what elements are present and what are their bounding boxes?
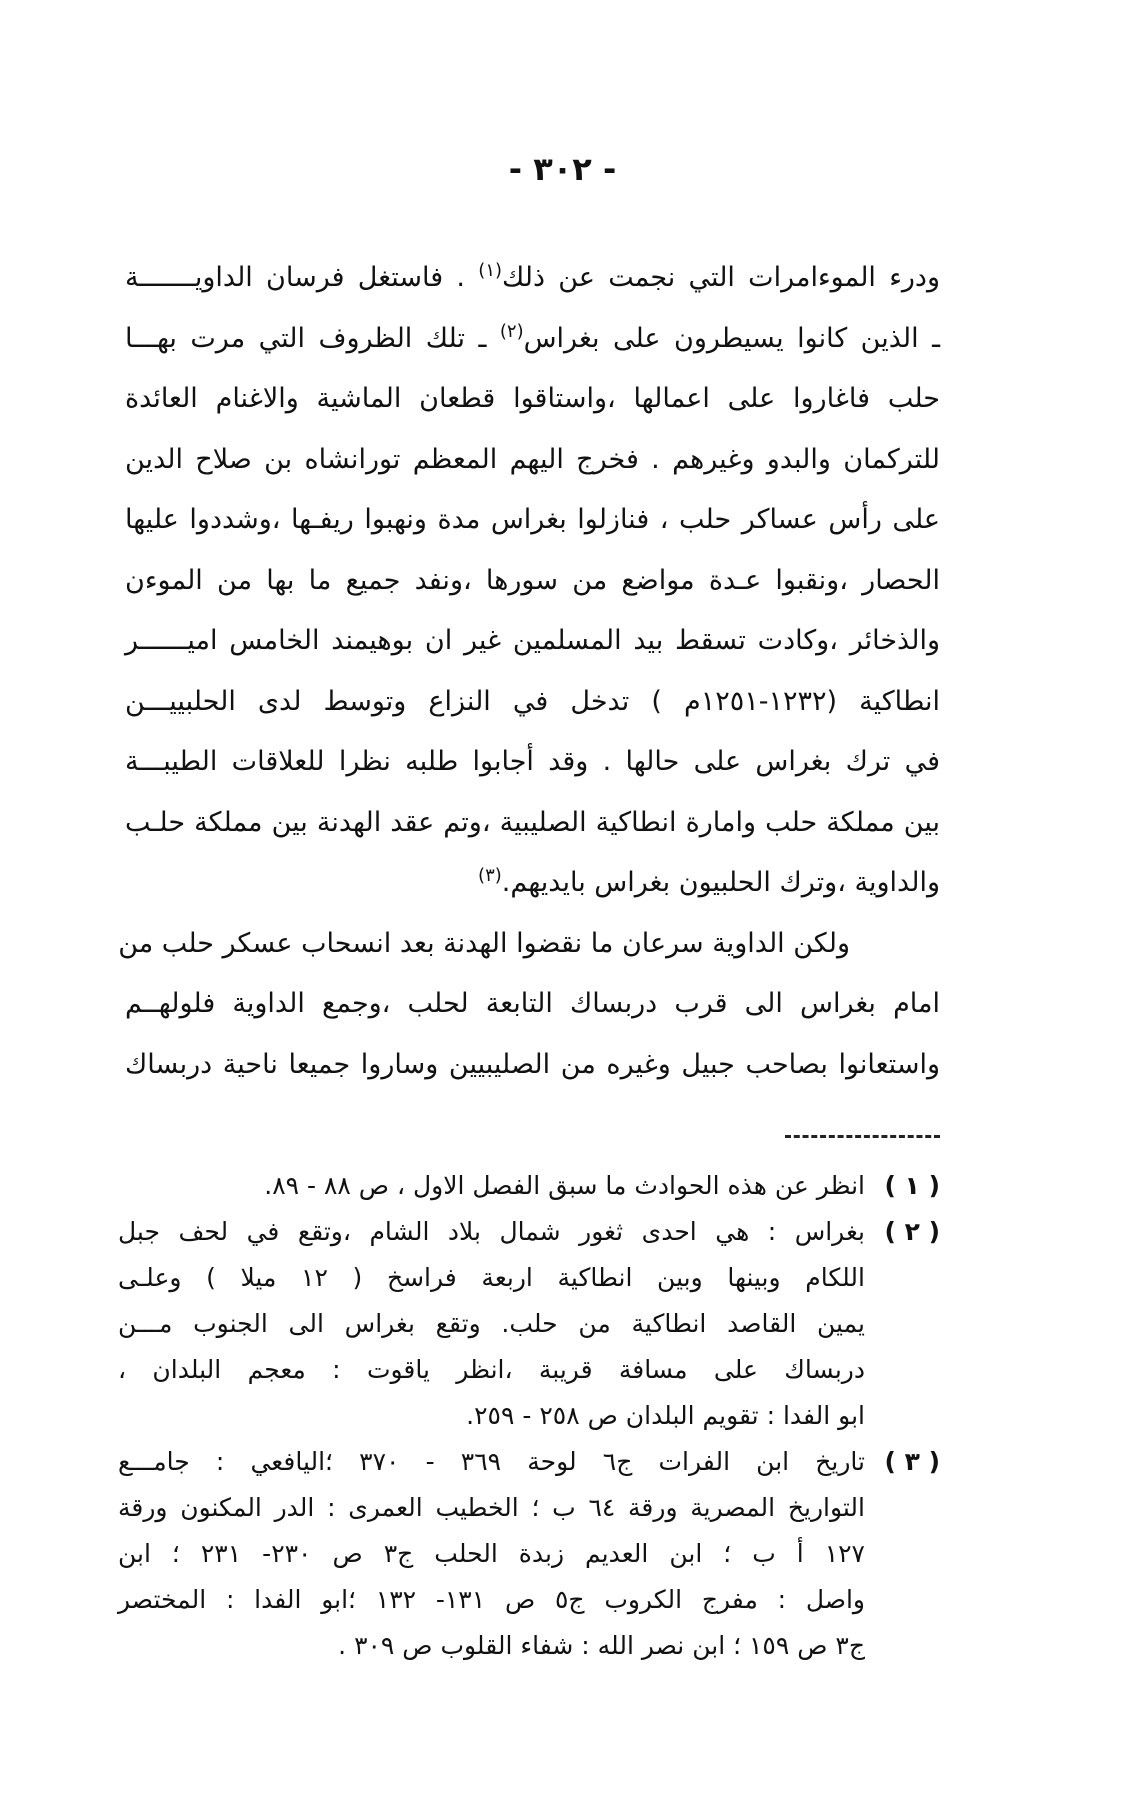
footnote-ref-1: (١) xyxy=(478,260,503,281)
body-line: في ترك بغراس على حالها . وقد أجابوا طلبه نظرا للعلاقات الطيبـــة xyxy=(125,746,940,777)
footnote-2 xyxy=(118,1209,940,1439)
body-line: والذخائر ،وكادت تسقط بيد المسلمين غير ان بوهيمند الخامس اميــــــر xyxy=(125,625,940,656)
footnote-separator xyxy=(785,1135,940,1138)
body-line xyxy=(125,248,940,309)
body-line-text: ـ الذين كانوا يسيطرون على بغراس xyxy=(523,322,940,354)
footnote-marker: ( ٣ ) xyxy=(884,1447,940,1476)
footnote-line: ١٢٧ أ ب ؛ ابن العديم زبدة الحلب ج٣ ص ٢٣٠- ٢٣١ ؛ ابن xyxy=(118,1539,865,1568)
page-number: - ٣٠٢ - xyxy=(508,150,617,188)
footnote-line: واصل : مفرج الكروب ج٥ ص ١٣١- ١٣٢ ؛ابو الفدا : المختصر xyxy=(118,1585,866,1614)
footnote-line: انظر عن هذه الحوادث ما سبق الفصل الاول ، ص ٨٨ - ٨٩. xyxy=(264,1171,865,1200)
footnote-marker: ( ١ ) xyxy=(884,1171,940,1200)
body-line xyxy=(125,309,940,370)
footnote-line: تاريخ ابن الفرات ج٦ لوحة ٣٦٩ - ٣٧٠ ؛اليافعي : جامـــع xyxy=(118,1447,865,1476)
footnote-line: ج٣ ص ١٥٩ ؛ ابن نصر الله : شفاء القلوب ص ٣٠٩ . xyxy=(338,1631,865,1660)
body-line-text: والداوية ،وترك الحلبيون بغراس بايديهم. xyxy=(501,867,940,898)
body-line: ولكن الداوية سرعان ما نقضوا الهدنة بعد انسحاب عسكر حلب من xyxy=(118,927,850,959)
body-line: انطاكية (١٢٣٢-١٢٥١م ) تدخل في النزاع وتوسط لدى الحلبييـــن xyxy=(125,685,941,717)
footnote-line: بغراس : هي احدى ثغور شمال بلاد الشام ،وتقع في لحف جبل xyxy=(118,1217,865,1246)
footnote-line: التواريخ المصرية ورقة ٦٤ ب ؛ الخطيب العمرى : الدر المكنون ورقة xyxy=(118,1493,865,1522)
footnote-ref-3: (٣) xyxy=(478,865,502,886)
footnote-text xyxy=(118,1163,865,1209)
body-line: للتركمان والبدو وغيرهم . فخرج اليهم المعظم تورانشاه بن صلاح الدين xyxy=(125,443,940,475)
footnote-text xyxy=(118,1439,865,1669)
body-line: واستعانوا بصاحب جبيل وغيره من الصليبيين وساروا جميعا ناحية دربساك xyxy=(125,1048,940,1080)
body-line: امام بغراس الى قرب دربساك التابعة لحلب ،وجمع الداوية فلولهــم xyxy=(125,988,940,1019)
footnote-ref-2: (٢) xyxy=(499,320,524,342)
body-line: حلب فاغاروا على اعمالها ،واستاقوا قطعان الماشية والاغنام العائدة xyxy=(125,383,940,414)
footnote-1 xyxy=(118,1163,940,1209)
footnotes xyxy=(118,1163,940,1669)
footnote-line: ابو الفدا : تقويم البلدان ص ٢٥٨ - ٢٥٩. xyxy=(466,1401,865,1430)
footnote-text xyxy=(118,1209,865,1439)
footnote-line: دربساك على مسافة قريبة ،انظر ياقوت : معجم البلدان ، xyxy=(118,1355,865,1384)
body-line-text: ودرء الموءامرات التي نجمت عن ذلك xyxy=(502,262,940,293)
body-paragraphs xyxy=(118,248,941,1095)
footnote-line: اللكام وبينها وبين انطاكية اربعة فراسخ ( ١٢ ميلا ) وعلـى xyxy=(118,1263,865,1292)
body-line-text: ـ تلك الظروف التي مرت بهـــا xyxy=(125,322,487,354)
body-line: الحصار ،ونقبوا عـدة مواضع من سورها ،ونفد جميع ما بها من الموءن xyxy=(125,564,940,596)
footnote-line: يمين القاصد انطاكية من حلب. وتقع بغراس الى الجنوب مـــن xyxy=(118,1309,865,1338)
body-line-text: . فاستغل فرسان الداويـــــــة xyxy=(125,262,466,293)
body-line xyxy=(125,853,940,914)
footnote-marker: ( ٢ ) xyxy=(884,1217,940,1246)
body-line: بين مملكة حلب وامارة انطاكية الصليبية ،وتم عقد الهدنة بين مملكة حلـب xyxy=(125,806,940,838)
footnote-3 xyxy=(118,1439,940,1669)
body-line: على رأس عساكر حلب ، فنازلوا بغراس مدة ونهبوا ريفـها ،وشددوا عليها xyxy=(125,504,940,535)
